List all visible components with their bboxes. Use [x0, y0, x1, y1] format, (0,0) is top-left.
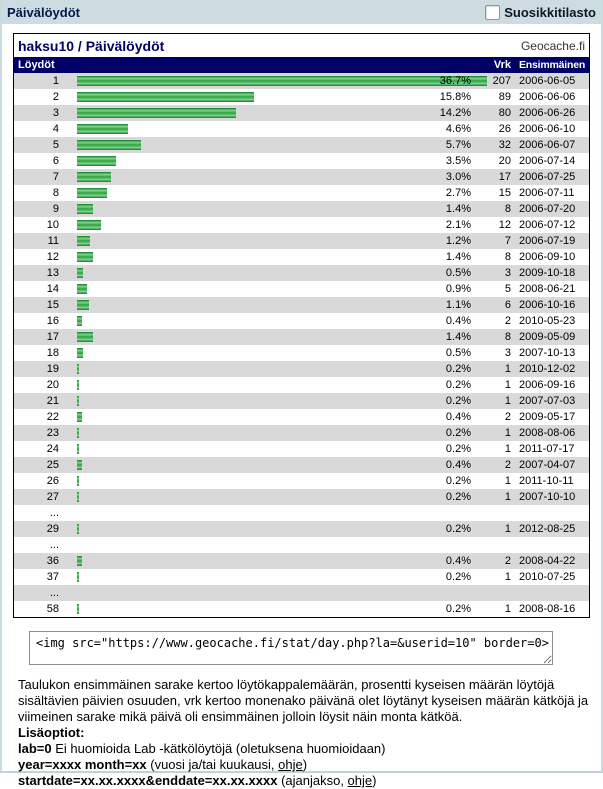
days-value: 2: [504, 411, 511, 423]
percent-bar: [77, 364, 79, 374]
first-date: 2009-05-09: [519, 331, 576, 343]
percent-bar: [77, 412, 82, 422]
first-date: 2012-08-25: [519, 523, 576, 535]
stats-panel-header: [14, 34, 589, 57]
days-value: 1: [504, 395, 511, 407]
footer: [18, 677, 591, 789]
percent-value: 1.1%: [445, 299, 471, 311]
finds-count: 19: [46, 363, 59, 375]
option-code: startdate=xx.xx.xxxx&enddate=xx.xx.xxxx: [18, 773, 278, 788]
finds-count: 24: [46, 443, 59, 455]
first-date: 2007-10-13: [519, 347, 576, 359]
percent-value: 1.4%: [445, 203, 471, 215]
first-date: 2010-07-25: [519, 571, 576, 583]
percent-value: 2.7%: [445, 187, 471, 199]
table-row: [14, 361, 589, 377]
days-value: 1: [504, 363, 511, 375]
percent-value: 0.2%: [445, 443, 471, 455]
finds-count: 14: [46, 283, 59, 295]
percent-bar: [77, 268, 83, 278]
finds-count: 4: [52, 123, 59, 135]
table-row: [14, 489, 589, 505]
finds-count: 7: [52, 171, 59, 183]
stats-table-body: [14, 73, 589, 617]
days-value: 80: [498, 107, 511, 119]
percent-value: 4.6%: [445, 123, 471, 135]
days-value: 3: [504, 267, 511, 279]
percent-bar: [77, 172, 111, 182]
finds-count: 12: [46, 251, 59, 263]
percent-value: 0.2%: [445, 427, 471, 439]
percent-value: 0.2%: [445, 363, 471, 375]
finds-count: 13: [46, 267, 59, 279]
percent-bar: [77, 476, 79, 486]
finds-count: 17: [46, 331, 59, 343]
percent-bar: [77, 332, 93, 342]
percent-value: 0.2%: [445, 571, 471, 583]
first-date: 2006-10-16: [519, 299, 576, 311]
days-value: 5: [504, 283, 511, 295]
percent-bar: [77, 348, 83, 358]
first-date: 2006-09-10: [519, 251, 576, 263]
days-value: 26: [498, 123, 511, 135]
table-row: [14, 585, 589, 601]
first-date: 2008-08-06: [519, 427, 576, 439]
first-date: 2006-07-12: [519, 219, 576, 231]
days-value: 207: [492, 75, 511, 87]
table-row: [14, 505, 589, 521]
percent-value: 0.2%: [445, 523, 471, 535]
table-row: [14, 249, 589, 265]
option-code: year=xxxx month=xx: [18, 757, 147, 772]
table-row: [14, 233, 589, 249]
table-row: [14, 265, 589, 281]
favorite-checkbox[interactable]: [485, 5, 500, 20]
table-row: [14, 137, 589, 153]
days-value: 1: [504, 523, 511, 535]
finds-count: 9: [52, 203, 59, 215]
brand-label: Geocache.fi: [520, 38, 585, 53]
finds-count: 18: [46, 347, 59, 359]
percent-bar: [77, 92, 254, 102]
table-row: [14, 329, 589, 345]
help-link[interactable]: ohje: [347, 773, 373, 788]
finds-count: 29: [46, 523, 59, 535]
first-date: 2007-04-07: [519, 459, 576, 471]
finds-count: ...: [49, 539, 59, 551]
days-value: 2: [504, 555, 511, 567]
table-description: Taulukon ensimmäinen sarake kertoo löytökappalemäärän, prosentti kyseisen määrän löytöjä sisältävien päivien osuuden, vrk kertoo monenako päivänä olet löytänyt kyseisen määrän kätköjä ja viimeinen sarake mikä päivä oli ensimmäinen jolloin löysit näin monta kätköä.: [18, 677, 589, 724]
percent-bar: [77, 284, 87, 294]
finds-count: 23: [46, 427, 59, 439]
percent-bar: [77, 492, 79, 502]
first-date: 2006-07-19: [519, 235, 576, 247]
percent-bar: [77, 572, 79, 582]
option-code: lab=0: [18, 741, 52, 756]
days-value: 2: [504, 459, 511, 471]
option-text: (vuosi ja/tai kuukausi,: [146, 757, 279, 772]
column-header-first: Ensimmäinen: [519, 59, 586, 71]
days-value: 1: [504, 571, 511, 583]
stats-title: haksu10 / Päivälöydöt: [18, 37, 165, 54]
first-date: 2007-10-10: [519, 491, 576, 503]
percent-bar: [77, 236, 90, 246]
table-row: [14, 73, 589, 89]
finds-count: 11: [47, 235, 59, 247]
table-row: [14, 569, 589, 585]
table-row: [14, 425, 589, 441]
table-header-row: [14, 57, 589, 73]
finds-count: 22: [46, 411, 59, 423]
extra-option-line: [18, 741, 591, 757]
finds-count: ...: [49, 507, 59, 519]
table-row: [14, 409, 589, 425]
first-date: 2010-12-02: [519, 363, 576, 375]
days-value: 6: [504, 299, 511, 311]
help-link[interactable]: ohje: [278, 757, 303, 772]
percent-bar: [77, 428, 79, 438]
days-value: 17: [498, 171, 511, 183]
table-row: [14, 393, 589, 409]
days-value: 2: [504, 315, 511, 327]
percent-value: 3.0%: [445, 171, 471, 183]
favorite-label: Suosikkitilasto: [504, 4, 596, 20]
percent-bar: [77, 524, 79, 534]
percent-value: 1.4%: [445, 331, 471, 343]
option-text: (ajanjakso,: [277, 773, 348, 788]
finds-count: 15: [46, 299, 59, 311]
percent-value: 1.4%: [445, 251, 471, 263]
table-row: [14, 217, 589, 233]
percent-value: 14.2%: [439, 107, 471, 119]
table-row: [14, 457, 589, 473]
percent-bar: [77, 380, 79, 390]
percent-value: 0.5%: [445, 347, 471, 359]
percent-bar: [77, 188, 107, 198]
percent-bar: [77, 252, 93, 262]
first-date: 2009-05-17: [519, 411, 576, 423]
percent-value: 3.5%: [445, 155, 471, 167]
days-value: 8: [504, 251, 511, 263]
percent-bar: [77, 156, 116, 166]
first-date: 2006-06-05: [519, 75, 576, 87]
extra-option-line: [18, 757, 591, 773]
first-date: 2006-06-26: [519, 107, 576, 119]
table-row: [14, 313, 589, 329]
option-text-suffix: ): [372, 773, 377, 788]
percent-value: 5.7%: [445, 139, 471, 151]
days-value: 20: [498, 155, 511, 167]
table-row: [14, 169, 589, 185]
percent-value: 36.7%: [439, 75, 471, 87]
days-value: 12: [498, 219, 511, 231]
percent-bar: [77, 604, 79, 614]
percent-value: 0.4%: [445, 411, 471, 423]
percent-value: 0.4%: [445, 459, 471, 471]
table-row: [14, 441, 589, 457]
days-value: 1: [504, 443, 511, 455]
percent-value: 0.2%: [445, 395, 471, 407]
option-text: Ei huomioida Lab -kätkölöytöjä (oletuksena huomioidaan): [51, 741, 386, 756]
table-row: [14, 185, 589, 201]
percent-value: 0.4%: [445, 555, 471, 567]
percent-value: 15.8%: [439, 91, 471, 103]
days-value: 32: [498, 139, 511, 151]
first-date: 2007-07-03: [519, 395, 576, 407]
first-date: 2006-06-10: [519, 123, 576, 135]
finds-count: 1: [52, 75, 59, 87]
table-row: [14, 601, 589, 617]
page-title: Päivälöydöt: [7, 4, 80, 20]
percent-value: 0.4%: [445, 315, 471, 327]
finds-count: 26: [46, 475, 59, 487]
embed-code-textarea[interactable]: [29, 631, 553, 665]
percent-bar: [77, 316, 82, 326]
finds-count: 25: [46, 459, 59, 471]
finds-count: 58: [46, 603, 59, 615]
days-value: 8: [504, 331, 511, 343]
table-row: [14, 281, 589, 297]
first-date: 2006-09-16: [519, 379, 576, 391]
percent-bar: [77, 444, 79, 454]
table-row: [14, 297, 589, 313]
first-date: 2008-04-22: [519, 555, 576, 567]
percent-value: 0.2%: [445, 379, 471, 391]
finds-count: 6: [52, 155, 59, 167]
table-row: [14, 473, 589, 489]
percent-value: 2.1%: [445, 219, 471, 231]
days-value: 1: [504, 603, 511, 615]
finds-count: 21: [46, 395, 59, 407]
first-date: 2011-07-17: [519, 443, 575, 455]
first-date: 2006-07-11: [519, 187, 575, 199]
percent-bar: [77, 396, 79, 406]
finds-count: 10: [46, 219, 59, 231]
percent-bar: [77, 140, 141, 150]
finds-count: ...: [49, 587, 59, 599]
days-value: 3: [504, 347, 511, 359]
percent-value: 0.9%: [445, 283, 471, 295]
percent-value: 0.2%: [445, 491, 471, 503]
percent-value: 1.2%: [445, 235, 471, 247]
finds-count: 5: [52, 139, 59, 151]
percent-bar: [77, 204, 93, 214]
table-row: [14, 345, 589, 361]
column-header-finds: Löydöt: [18, 59, 55, 71]
extra-option-line: [18, 773, 591, 789]
table-row: [14, 201, 589, 217]
table-row: [14, 105, 589, 121]
table-row: [14, 537, 589, 553]
percent-value: 0.2%: [445, 603, 471, 615]
days-value: 1: [504, 427, 511, 439]
days-value: 7: [504, 235, 511, 247]
days-value: 1: [504, 379, 511, 391]
days-value: 1: [504, 491, 511, 503]
first-date: 2011-10-11: [519, 475, 574, 487]
extra-options-list: [18, 741, 591, 789]
percent-bar: [77, 124, 128, 134]
days-value: 15: [498, 187, 511, 199]
percent-bar: [77, 556, 82, 566]
finds-count: 20: [46, 379, 59, 391]
percent-bar: [77, 220, 101, 230]
finds-count: 36: [46, 555, 59, 567]
percent-bar: [77, 460, 82, 470]
first-date: 2006-06-07: [519, 139, 576, 151]
finds-count: 16: [46, 315, 59, 327]
first-date: 2006-07-20: [519, 203, 576, 215]
first-date: 2006-07-14: [519, 155, 576, 167]
percent-value: 0.2%: [445, 475, 471, 487]
table-row: [14, 121, 589, 137]
finds-count: 27: [46, 491, 59, 503]
table-row: [14, 553, 589, 569]
first-date: 2009-10-18: [519, 267, 576, 279]
extra-options-title: Lisäoptiot:: [18, 725, 85, 740]
table-row: [14, 89, 589, 105]
titlebar: [2, 0, 601, 24]
percent-bar: [77, 300, 89, 310]
table-row: [14, 377, 589, 393]
days-value: 8: [504, 203, 511, 215]
days-value: 89: [498, 91, 511, 103]
first-date: 2008-06-21: [519, 283, 576, 295]
table-row: [14, 521, 589, 537]
first-date: 2006-07-25: [519, 171, 576, 183]
column-header-days: Vrk: [493, 59, 511, 71]
stats-panel: [13, 33, 590, 618]
favorite-toggle-group: [485, 5, 596, 20]
table-row: [14, 153, 589, 169]
percent-bar: [77, 108, 236, 118]
finds-count: 3: [52, 107, 59, 119]
option-text-suffix: ): [302, 757, 308, 772]
finds-count: 2: [52, 91, 59, 103]
days-value: 1: [504, 475, 511, 487]
first-date: 2006-06-06: [519, 91, 576, 103]
first-date: 2010-05-23: [519, 315, 576, 327]
finds-count: 37: [46, 571, 59, 583]
finds-count: 8: [52, 187, 59, 199]
percent-value: 0.5%: [445, 267, 471, 279]
first-date: 2008-08-16: [519, 603, 576, 615]
